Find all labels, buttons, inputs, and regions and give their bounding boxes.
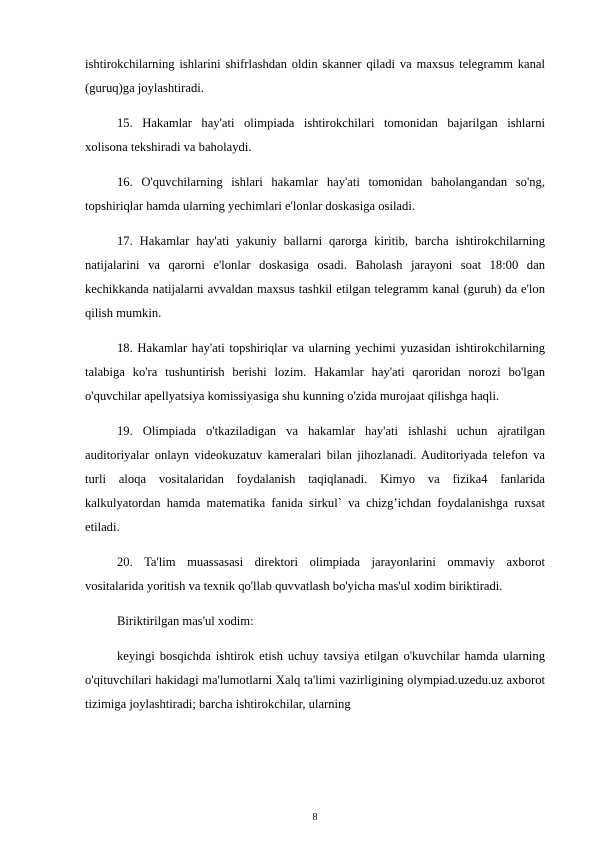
paragraph-item-16: 16. O'quvchilarning ishlari hakamlar hay'ati tomonidan baholangandan so'ng, topshiriqlar hamda ularning yechimlari e'lonlar doskasiga osiladi. [85, 175, 545, 213]
paragraph-item-17: 17. Hakamlar hay'ati yakuniy ballarni qarorga kiritib, barcha ishtirokchilarning natijalarini va qarorni e'lonlar doskasiga osadi. Baholash jarayoni soat 18:00 dan kechikkanda natijalarni avvaldan maxsus tashkil etilgan telegramm kanal (guruh) da e'lon qilish mumkin. [85, 234, 545, 320]
paragraph-item-19: 19. Olimpiada o'tkaziladigan va hakamlar hay'ati ishlashi uchun ajratilgan auditoriyalar onlayn videokuzatuv kameralari bilan jihozlanadi. Auditoriyada telefon va turli aloqa vositalaridan foydalanish taqiqlanadi. Kimyo va fizika4 fanlarida kalkulyatordan hamda matematika fanida sirkul` va chizg’ichdan foydalanishga ruxsat etiladi. [85, 424, 545, 534]
paragraph-continuation: ishtirokchilarning ishlarini shifrlashdan oldin skanner qiladi va maxsus telegramm kanal (guruq)ga joylashtiradi. [85, 57, 545, 95]
page-number: 8 [312, 812, 318, 823]
paragraph-responsible-heading: Biriktirilgan mas'ul xodim: [117, 614, 254, 628]
document-page [85, 52, 545, 727]
paragraph-item-15: 15. Hakamlar hay'ati olimpiada ishtirokchilari tomonidan bajarilgan ishlarni xolisona tekshiradi va baholaydi. [85, 116, 545, 154]
paragraph-item-18: 18. Hakamlar hay'ati topshiriqlar va ularning yechimi yuzasidan ishtirokchilarning talabiga ko'ra tushuntirish berishi lozim. Hakamlar hay'ati qaroridan norozi bo'lgan o'quvchilar apellyatsiya komissiyasiga shu kunning o'zida murojaat qilishga haqli. [85, 341, 545, 403]
paragraph-item-20: 20. Ta'lim muassasasi direktori olimpiada jarayonlarini ommaviy axborot vositalarida yoritish va texnik qo'llab quvvatlash bo'yicha mas'ul xodim biriktiradi. [85, 555, 545, 593]
paragraph-responsible-duties: keyingi bosqichda ishtirok etish uchuy tavsiya etilgan o'kuvchilar hamda ularning o'qituvchilari hakidagi ma'lumotlarni Xalq ta'limi vazirligining olympiad.uzedu.uz axborot tizimiga joylashtiradi; barcha ishtirokchilar, ularning [85, 649, 545, 711]
